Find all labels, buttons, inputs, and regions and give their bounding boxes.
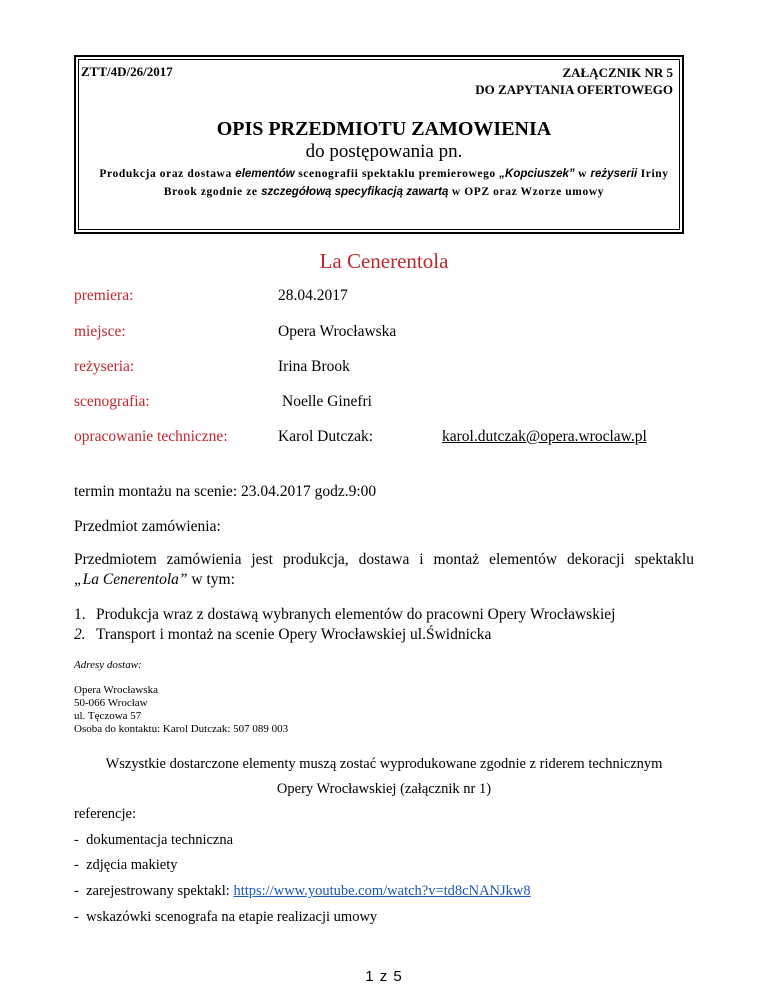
desc-kopciuszek: „Kopciuszek” xyxy=(499,168,575,180)
subject-heading: Przedmiot zamówienia: xyxy=(74,518,221,535)
reference-dash: - xyxy=(74,883,79,899)
list-item-number: 2. xyxy=(74,626,86,643)
desc-part-5: w OPZ oraz Wzorze umowy xyxy=(448,186,605,198)
set-design-value: Noelle Ginefri xyxy=(282,393,372,410)
premiere-label: premiera: xyxy=(74,287,134,304)
list-item-text: Transport i montaż na scenie Opery Wrocławskiej ul.Świdnicka xyxy=(96,626,492,643)
reference-item xyxy=(74,883,531,900)
list-item-text: Produkcja wraz z dostawą wybranych elementów do pracowni Opery Wrocławskiej xyxy=(96,606,616,623)
reference-item xyxy=(74,909,377,926)
technical-label: opracowanie techniczne: xyxy=(74,428,228,445)
reference-text: zarejestrowany spektakl: xyxy=(86,883,234,899)
list-item-number: 1. xyxy=(74,606,86,623)
subject-line-2-rest: w tym: xyxy=(187,571,235,588)
delivery-line: Osoba do kontaktu: Karol Dutczak: 507 089 003 xyxy=(74,723,289,735)
desc-part-4: Iriny Brook zgodnie ze xyxy=(163,168,669,198)
references-heading: referencje: xyxy=(74,806,136,822)
reference-text: wskazówki scenografa na etapie realizacji umowy xyxy=(86,909,378,925)
subject-line-1: Przedmiotem zamówienia jest produkcja, dostawa i montaż elementów dekoracji spektaklu xyxy=(74,551,694,568)
reference-dash: - xyxy=(74,832,79,848)
venue-label: miejsce: xyxy=(74,323,126,340)
reference-text: dokumentacja techniczna xyxy=(86,832,234,848)
annex-label xyxy=(475,64,673,98)
premiere-value: 28.04.2017 xyxy=(278,287,348,304)
technical-value: Karol Dutczak: xyxy=(278,428,374,445)
procedure-description xyxy=(84,165,684,201)
reference-item xyxy=(74,857,177,874)
desc-elementow: elementów xyxy=(235,168,295,180)
list-item xyxy=(74,606,86,624)
delivery-line: 50-066 Wrocław xyxy=(74,697,148,709)
reference-text: zdjęcia makiety xyxy=(86,857,178,873)
desc-part-2: scenografii spektaklu premierowego xyxy=(294,168,500,180)
youtube-link[interactable]: https://www.youtube.com/watch?v=td8cNANJkw8 xyxy=(233,883,531,899)
desc-specyfikacja: szczegółową specyfikacją zawartą xyxy=(261,186,449,198)
desc-part-1: Produkcja oraz dostawa xyxy=(99,168,236,180)
delivery-line: Opera Wrocławska xyxy=(74,684,158,696)
delivery-line: ul. Tęczowa 57 xyxy=(74,710,142,722)
technical-email-link[interactable]: karol.dutczak@opera.wroclaw.pl xyxy=(442,428,647,445)
note-line-1: Wszystkie dostarczone elementy muszą zostać wyprodukowane zgodnie z riderem technicznym xyxy=(105,756,663,772)
subject-quote: „La Cenerentola” xyxy=(74,571,188,588)
desc-rezyserii: reżyserii xyxy=(590,168,638,180)
subject-line-2 xyxy=(74,571,235,589)
reference-dash: - xyxy=(74,909,79,925)
desc-part-3: w xyxy=(574,168,591,180)
production-title: La Cenerentola xyxy=(319,249,449,273)
reference-dash: - xyxy=(74,857,79,873)
document-title: OPIS PRZEDMIOTU ZAMOWIENIA xyxy=(216,118,552,140)
delivery-address xyxy=(74,684,288,736)
mount-term: termin montażu na scenie: 23.04.2017 godz.9:00 xyxy=(74,483,377,500)
annex-line-1: ZAŁĄCZNIK NR 5 xyxy=(562,65,673,80)
note-line-2: Opery Wrocławskiej (załącznik nr 1) xyxy=(276,781,492,797)
delivery-heading: Adresy dostaw: xyxy=(74,659,142,671)
page-number: 1 z 5 xyxy=(365,968,403,985)
director-value: Irina Brook xyxy=(278,358,350,375)
annex-line-2: DO ZAPYTANIA OFERTOWEGO xyxy=(475,82,673,97)
list-item xyxy=(74,626,86,644)
venue-value: Opera Wrocławska xyxy=(278,323,397,340)
reference-item xyxy=(74,832,233,849)
document-subtitle: do postępowania pn. xyxy=(305,141,463,162)
set-design-label: scenografia: xyxy=(74,393,150,410)
director-label: reżyseria: xyxy=(74,358,135,375)
reference-number: ZTT/4D/26/2017 xyxy=(81,64,173,79)
